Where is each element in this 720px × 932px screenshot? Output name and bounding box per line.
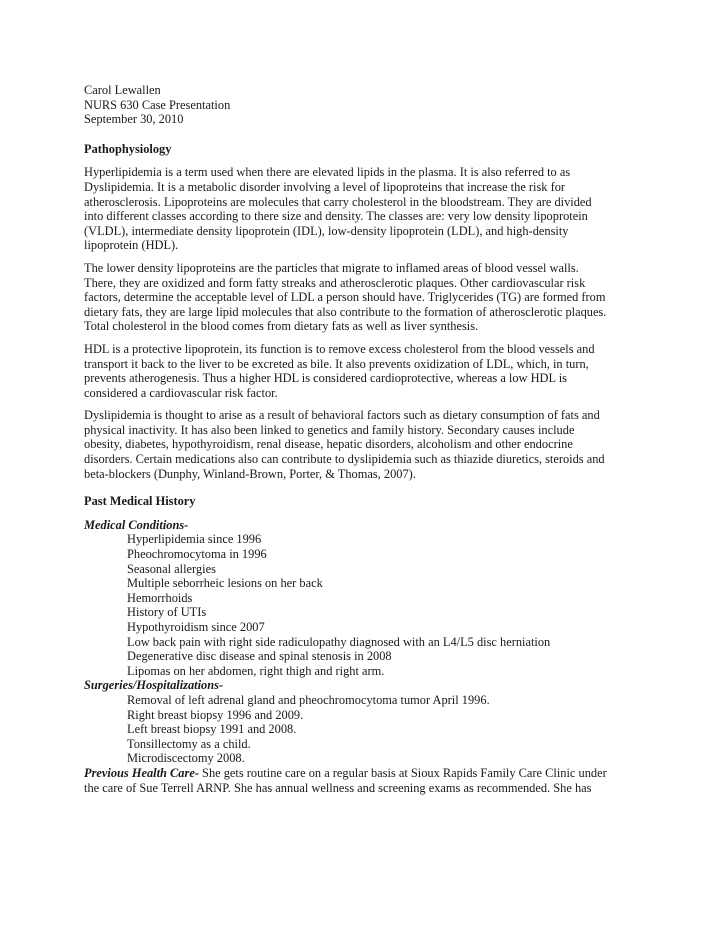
surgeries-hospitalizations-heading: Surgeries/Hospitalizations-	[84, 678, 224, 693]
list-item: Microdiscectomy 2008.	[127, 751, 245, 766]
list-item: Right breast biopsy 1996 and 2009.	[127, 707, 304, 722]
list-item: Left breast biopsy 1991 and 2008.	[127, 722, 297, 737]
list-item: Pheochromocytoma in 1996	[127, 547, 267, 562]
list-item: Low back pain with right side radiculopathy diagnosed with an L4/L5 disc herniation	[127, 634, 551, 649]
list-item: Degenerative disc disease and spinal stenosis in 2008	[127, 649, 392, 664]
past-medical-history-section	[84, 518, 644, 795]
list-item: History of UTIs	[127, 605, 207, 620]
previous-health-care-heading: Previous Health Care-	[84, 765, 199, 780]
list-item: Hemorrhoids	[127, 590, 193, 605]
list-item: Lipomas on her abdomen, right thigh and right arm.	[127, 663, 385, 678]
medical-conditions-heading: Medical Conditions-	[84, 517, 189, 532]
list-item: Seasonal allergies	[127, 561, 216, 576]
list-item: Hyperlipidemia since 1996	[127, 532, 262, 547]
document-date: September 30, 2010	[84, 112, 184, 127]
pathophysiology-heading: Pathophysiology	[84, 141, 172, 156]
list-item: Tonsillectomy as a child.	[127, 736, 251, 751]
document-header	[84, 83, 644, 127]
pathophysiology-paragraph-1: Hyperlipidemia is a term used when there are elevated lipids in the plasma. It is also referred to as Dyslipidemia. It is a metabolic disorder involving a level of lipoproteins that increase the risk for atherosclerosis. Lipoproteins are molecules that carry cholesterol in the bloodstream. They are divided into different classes according to there size and density. The classes are: very low density lipoprotein (VLDL), intermediate density lipoprotein (IDL), low-density lipoprotein (LDL), and high-density lipoprotein (HDL).	[84, 165, 592, 253]
medical-conditions-list	[84, 532, 644, 678]
pathophysiology-paragraph-3: HDL is a protective lipoprotein, its function is to remove excess cholesterol from the blood vessels and transport it back to the liver to be excreted as bile. It also prevents oxidization of LDL, which, in turn, prevents atherogenesis. Thus a higher HDL is considered cardioprotective, whereas a low HDL is considered a cardiovascular risk factor.	[84, 341, 595, 400]
list-item: Removal of left adrenal gland and pheochromocytoma tumor April 1996.	[127, 692, 490, 707]
list-item: Multiple seborrheic lesions on her back	[127, 576, 323, 591]
previous-health-care	[84, 766, 644, 795]
list-item: Hypothyroidism since 2007	[127, 620, 265, 634]
pathophysiology-paragraph-4: Dyslipidemia is thought to arise as a result of behavioral factors such as dietary consumption of fats and physical inactivity. It has also been linked to genetics and family history. Secondary causes include obesity, diabetes, hypothyroidism, renal disease, hepatic disorders, alcoholism and other endocrine disorders. Certain medications also can contribute to dyslipidemia such as thiazide diuretics, steroids and beta-blockers (Dunphy, Winland-Brown, Porter, & Thomas, 2007).	[84, 408, 605, 481]
author-name: Carol Lewallen	[84, 83, 161, 97]
surgeries-list	[84, 693, 644, 766]
pathophysiology-section	[84, 165, 644, 481]
previous-health-care-text: She gets routine care on a regular basis at Sioux Rapids Family Care Clinic under the care of Sue Terrell ARNP. She has annual wellness and screening exams as recommended. She has	[84, 765, 607, 795]
course-title: NURS 630 Case Presentation	[84, 97, 231, 112]
past-medical-history-heading: Past Medical History	[84, 494, 196, 509]
document-page	[84, 83, 644, 795]
pathophysiology-paragraph-2: The lower density lipoproteins are the particles that migrate to inflamed areas of blood vessel walls. There, they are oxidized and form fatty streaks and atherosclerotic plaques. Other cardiovascular risk factors, determine the acceptable level of LDL a person should have. Triglycerides (TG) are formed from dietary fats, they are large lipid molecules that also contribute to the formation of atherosclerotic plaques. Total cholesterol in the blood comes from dietary fats as well as liver synthesis.	[84, 260, 607, 334]
